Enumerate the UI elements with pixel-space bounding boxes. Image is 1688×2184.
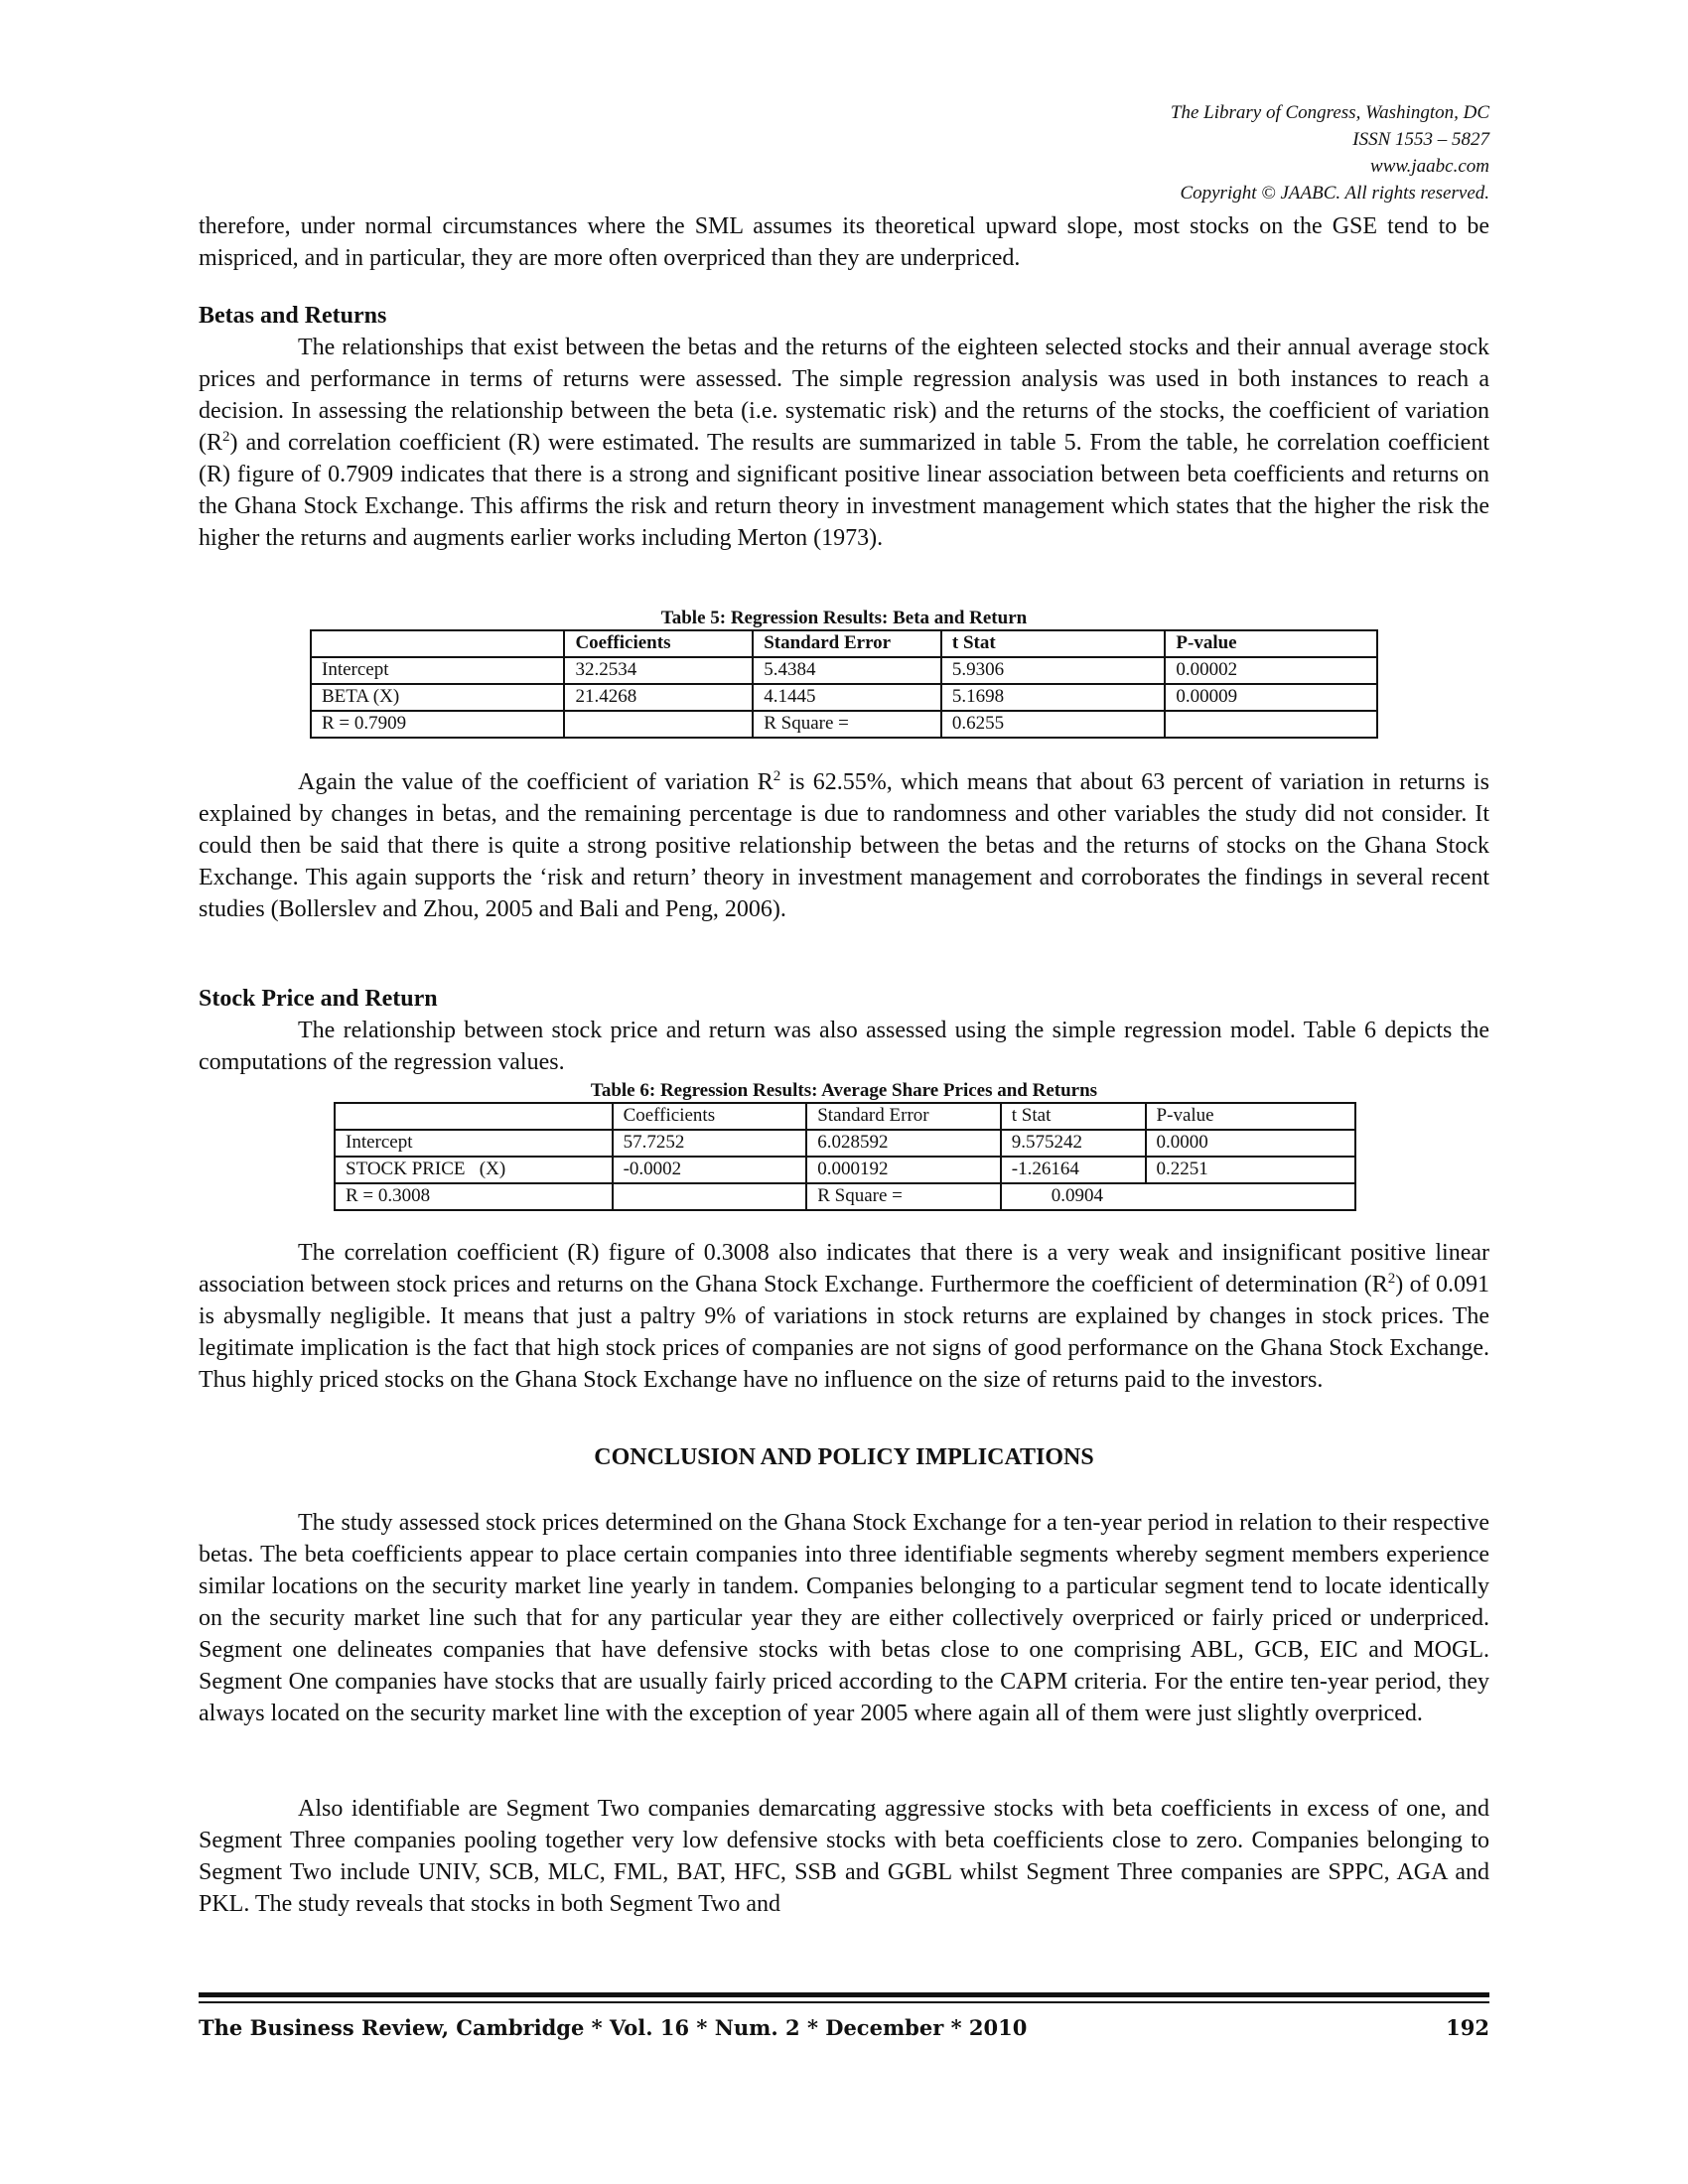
table6 [334,1102,1356,1211]
superscript: 2 [222,429,230,445]
table-header-cell: Standard Error [806,1103,1001,1130]
page-footer [199,2015,1489,2040]
header-line-3: www.jaabc.com [1370,156,1489,177]
paragraph-after-table5 [199,766,1489,925]
table-cell: 9.575242 [1001,1130,1146,1157]
table-row [335,1183,1355,1210]
footer-rule-thin [199,2001,1489,2003]
table-header-cell: t Stat [1001,1103,1146,1130]
table-cell-empty [1165,711,1377,738]
section-heading-stock-price-return: Stock Price and Return [199,986,438,1012]
table-row [311,684,1377,711]
running-header [794,99,1489,206]
table-cell: Intercept [335,1130,613,1157]
text-a: The correlation coefficient (R) figure of 0.3008 also indicates that there is a very weak and insignificant positive linear association between stock prices and returns on the Ghana Stock Exchange. Furthermore the coefficient of determination (R [199,1240,1489,1297]
paragraph-after-table6 [199,1237,1489,1396]
stock-price-return-paragraph: The relationship between stock price and return was also assessed using the simple regression model. Table 6 depicts the computations of the regression values. [199,1018,1489,1075]
table-cell-rsq-label: R Square = [753,711,941,738]
table-cell: -0.0002 [613,1157,807,1183]
page-number: 192 [1446,2015,1489,2040]
table-header-cell: P-value [1146,1103,1355,1130]
table-cell: 0.00002 [1165,657,1377,684]
table-row [335,1157,1355,1183]
superscript: 2 [1387,1271,1396,1287]
table-cell-rsq-label: R Square = [806,1183,1001,1210]
table-row [335,1130,1355,1157]
table-cell: -1.26164 [1001,1157,1146,1183]
table6-caption: Table 6: Regression Results: Average Share Prices and Returns [590,1080,1098,1101]
table-header-cell: Standard Error [753,630,941,657]
table-cell-empty [564,711,753,738]
table-cell-rsq-value: 0.6255 [941,711,1166,738]
table-cell: 57.7252 [613,1130,807,1157]
table-header-cell: Coefficients [564,630,753,657]
table-row [311,657,1377,684]
header-line-4: Copyright © JAABC. All rights reserved. [1180,183,1489,204]
table-header-cell [311,630,564,657]
conclusion-paragraph-2: Also identifiable are Segment Two companies demarcating aggressive stocks with beta coefficients in excess of one, and Segment Three companies pooling together very low defensive stocks with beta coefficients close to zero. Companies belonging to Segment Two include UNIV, SCB, MLC, FML, BAT, HFC, SSB and GGBL whilst Segment Three companies are SPPC, AGA and PKL. The study reveals that stocks in both Segment Two and [199,1796,1489,1917]
conclusion-paragraph-1: The study assessed stock prices determined on the Ghana Stock Exchange for a ten-year period in relation to their respective betas. The beta coefficients appear to place certain companies into three identifiable segments whereby segment members experience similar locations on the security market line yearly in tandem. Companies belonging to a particular segment tend to locate identically on the security market line such that for any particular year they are either collectively overpriced or fairly priced or underpriced. Segment one delineates companies that have defensive stocks with betas close to one comprising ABL, GCB, EIC and MOGL. Segment One companies have stocks that are usually fairly priced according to the CAPM criteria. For the entire ten-year period, they always located on the security market line with the exception of year 2005 where again all of them were just slightly overpriced. [199,1510,1489,1726]
table-cell-r: R = 0.7909 [311,711,564,738]
table-cell-rsq-value: 0.0904 [1001,1183,1355,1210]
table-cell: 5.9306 [941,657,1166,684]
table-cell: BETA (X) [311,684,564,711]
table-cell: STOCK PRICE (X) [335,1157,613,1183]
table-cell: Intercept [311,657,564,684]
table-row [311,711,1377,738]
table5 [310,629,1378,739]
table-cell: 6.028592 [806,1130,1001,1157]
table-header-cell: t Stat [941,630,1166,657]
table-cell: 5.1698 [941,684,1166,711]
table-cell: 0.0000 [1146,1130,1355,1157]
text-b: is 62.55%, which means that about 63 percent of variation in returns is explained by changes in betas, and the remaining percentage is due to randomness and other variables the study did not consider. It could then be said that there is quite a strong positive relationship between the betas and the returns of stocks on the Ghana Stock Exchange. This again supports the ‘risk and return’ theory in investment management and corroborates the findings in several recent studies (Bollerslev and Zhou, 2005 and Bali and Peng, 2006). [199,769,1489,922]
table6-header-row [335,1103,1355,1130]
table-cell-r: R = 0.3008 [335,1183,613,1210]
intro-paragraph: therefore, under normal circumstances where the SML assumes its theoretical upward slope, most stocks on the GSE tend to be mispriced, and in particular, they are more often overpriced than they are underpriced. [199,213,1489,271]
footer-rule-thick [199,1992,1489,1997]
journal-citation: The Business Review, Cambridge * Vol. 16 * Num. 2 * December * 2010 [199,2015,1028,2040]
table-cell-empty [613,1183,807,1210]
header-line-1: The Library of Congress, Washington, DC [1170,102,1489,123]
header-line-2: ISSN 1553 – 5827 [1352,129,1489,150]
betas-returns-paragraph [199,332,1489,554]
table-cell: 4.1445 [753,684,941,711]
superscript: 2 [773,768,781,784]
conclusion-heading: CONCLUSION AND POLICY IMPLICATIONS [594,1444,1094,1470]
table-cell: 32.2534 [564,657,753,684]
betas-returns-text-b: ) and correlation coefficient (R) were estimated. The results are summarized in table 5. From the table, he correlation coefficient (R) figure of 0.7909 indicates that there is a strong and significant positive linear association between beta coefficients and returns on the Ghana Stock Exchange. This affirms the risk and return theory in investment management which states that the higher the risk the higher the returns and augments earlier works including Merton (1973). [199,430,1489,551]
table-header-cell: Coefficients [613,1103,807,1130]
table-header-cell [335,1103,613,1130]
betas-returns-text-a: The relationships that exist between the betas and the returns of the eighteen selected stocks and their annual average stock prices and performance in terms of returns were assessed. The simple regression analysis was used in both instances to reach a decision. In assessing the relationship between the beta (i.e. systematic risk) and the returns of the stocks, the coefficient of variation (R [199,335,1489,456]
table-cell: 5.4384 [753,657,941,684]
table5-caption: Table 5: Regression Results: Beta and Return [660,608,1028,628]
table-cell: 0.2251 [1146,1157,1355,1183]
section-heading-betas-returns: Betas and Returns [199,303,387,329]
text-a: Again the value of the coefficient of variation R [298,769,774,795]
table5-header-row [311,630,1377,657]
text-b: ) of 0.091 is abysmally negligible. It means that just a paltry 9% of variations in stock returns are explained by changes in stock prices. The legitimate implication is the fact that high stock prices of companies are not signs of good performance on the Ghana Stock Exchange. Thus highly priced stocks on the Ghana Stock Exchange have no influence on the size of returns paid to the investors. [199,1272,1489,1393]
table-header-cell: P-value [1165,630,1377,657]
table-cell: 0.00009 [1165,684,1377,711]
table-cell: 21.4268 [564,684,753,711]
table-cell: 0.000192 [806,1157,1001,1183]
